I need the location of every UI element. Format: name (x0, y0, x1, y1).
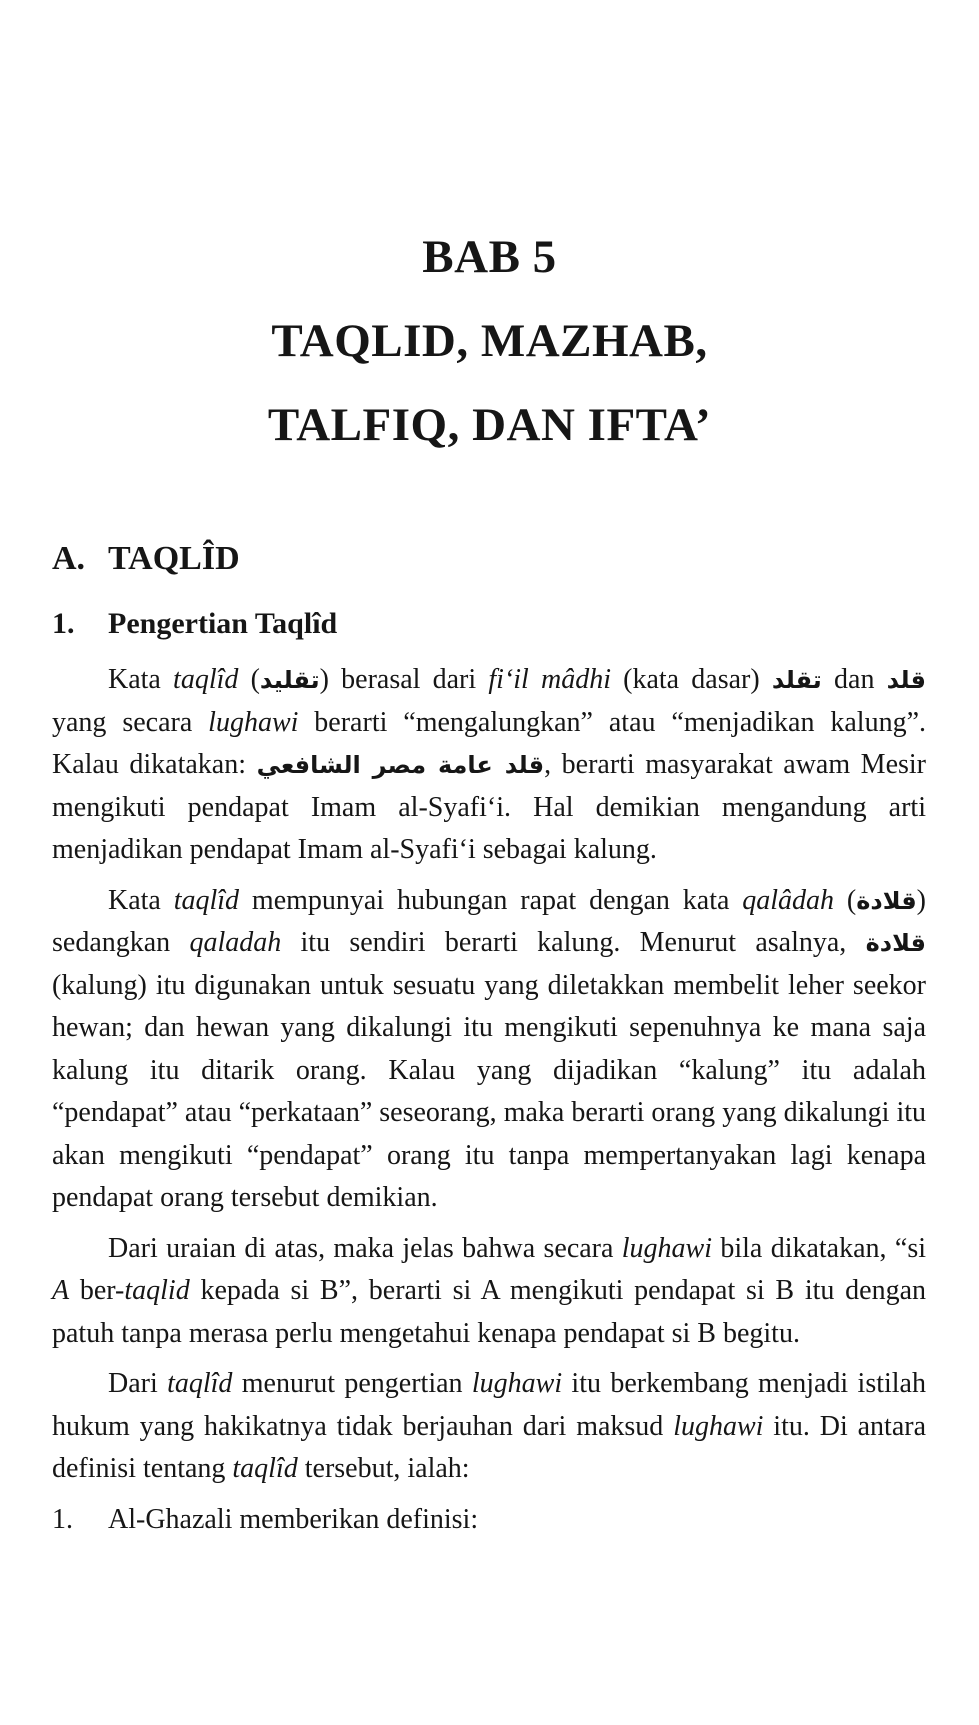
text: , berarti masyarakat awam Mesir mengikuti pendapat Imam al-Syafi‘i. Hal demikian mengandung arti menjadikan pendapat Imam al-Syafi‘i sebagai kalung. (52, 749, 927, 865)
italic-term: lughawi (621, 1232, 713, 1264)
text: ) berasal dari (319, 664, 489, 695)
text: itu berkembang menjadi istilah hukum yang hakikatnya tidak berjauhan dari maksud (52, 1368, 926, 1442)
paragraph-istilah (52, 1363, 926, 1491)
italic-term: taqlîd (173, 884, 240, 916)
text: Dari (108, 1368, 168, 1399)
text: (kata dasar) (610, 664, 772, 695)
text: dan (821, 664, 887, 695)
arabic-quote: قلد عامة مصر الشافعي (256, 751, 545, 779)
chapter-title: TAQLID, MAZHAB, TALFIQ, DAN IFTA’ (267, 315, 712, 451)
subsection-title: Pengertian Taqlîd (108, 607, 338, 640)
text: ber- (69, 1275, 125, 1306)
arabic-word-qallada: قلد (886, 666, 926, 694)
text: bila dikatakan, “si (712, 1232, 926, 1264)
italic-term: lughawi (208, 706, 299, 738)
body-text (52, 659, 926, 1549)
subsection-heading-1 (52, 607, 337, 641)
text: ( (834, 884, 857, 916)
arabic-word-qiladah: قلادة (856, 886, 917, 915)
italic-term: A (52, 1275, 70, 1306)
text: (kalung) itu digunakan untuk sesuatu yang diletakkan membelit leher seekor hewan; dan hewan yang dikalungi itu mengikuti sepenuhnya ke mana saja kalung itu ditarik orang. Kalau yang dijadikan “kalung” itu adalah “pendapat” atau “perkataan” seseorang, maka berarti orang yang dikalungi itu akan mengikuti “pendapat” orang itu tanpa mempertanyakan lagi kenapa pendapat orang tersebut demikian. (52, 969, 926, 1213)
text: menurut pengertian (232, 1368, 472, 1399)
italic-term: taqlîd (173, 664, 239, 695)
text: mempunyai hubungan rapat dengan kata (239, 884, 743, 916)
paragraph-lughawi (52, 1228, 926, 1356)
paragraph-definition (52, 659, 926, 872)
list-item (52, 1499, 926, 1542)
italic-term: lughawi (471, 1368, 563, 1399)
text: Kata (108, 884, 174, 916)
arabic-word-qiladah: قلادة (865, 929, 926, 957)
text: kepada si B”, berarti si A mengikuti pendapat si B itu dengan patuh tanpa merasa perlu mengetahui kenapa pendapat si B begitu. (52, 1275, 926, 1349)
list-item-text: Al-Ghazali memberikan definisi: (108, 1503, 479, 1535)
italic-term: taqlid (124, 1275, 190, 1306)
arabic-word-taqallada: تقلد (771, 666, 822, 694)
italic-term: taqlîd (167, 1368, 233, 1399)
italic-term: qalâdah (742, 884, 835, 916)
text: Kata (108, 664, 174, 695)
text: tersebut, ialah: (297, 1453, 470, 1484)
section-number: A. (52, 540, 86, 577)
section-title: TAQLÎD (108, 540, 240, 577)
chapter-label: BAB 5 (422, 231, 557, 283)
italic-term: fi‘il mâdhi (488, 664, 611, 695)
text: yang secara (52, 706, 209, 738)
italic-term: taqlîd (232, 1453, 298, 1484)
paragraph-qaladah (52, 880, 926, 1220)
text: ) sedangkan (52, 884, 926, 958)
italic-term: qaladah (189, 927, 282, 958)
text: itu sendiri berarti kalung. Menurut asalnya, (281, 927, 866, 958)
text: berarti “mengalungkan” atau “menjadikan kalung”. Kalau dikatakan: (52, 706, 927, 780)
text: itu. Di antara definisi tentang (52, 1410, 926, 1484)
arabic-word-taqlid: تقليد (259, 666, 320, 694)
subsection-number: 1. (52, 607, 75, 640)
italic-term: lughawi (673, 1410, 764, 1442)
list-item-number: 1. (52, 1503, 73, 1535)
section-heading-a (52, 540, 240, 578)
text: ( (238, 664, 260, 695)
text: Dari uraian di atas, maka jelas bahwa secara (108, 1232, 622, 1264)
